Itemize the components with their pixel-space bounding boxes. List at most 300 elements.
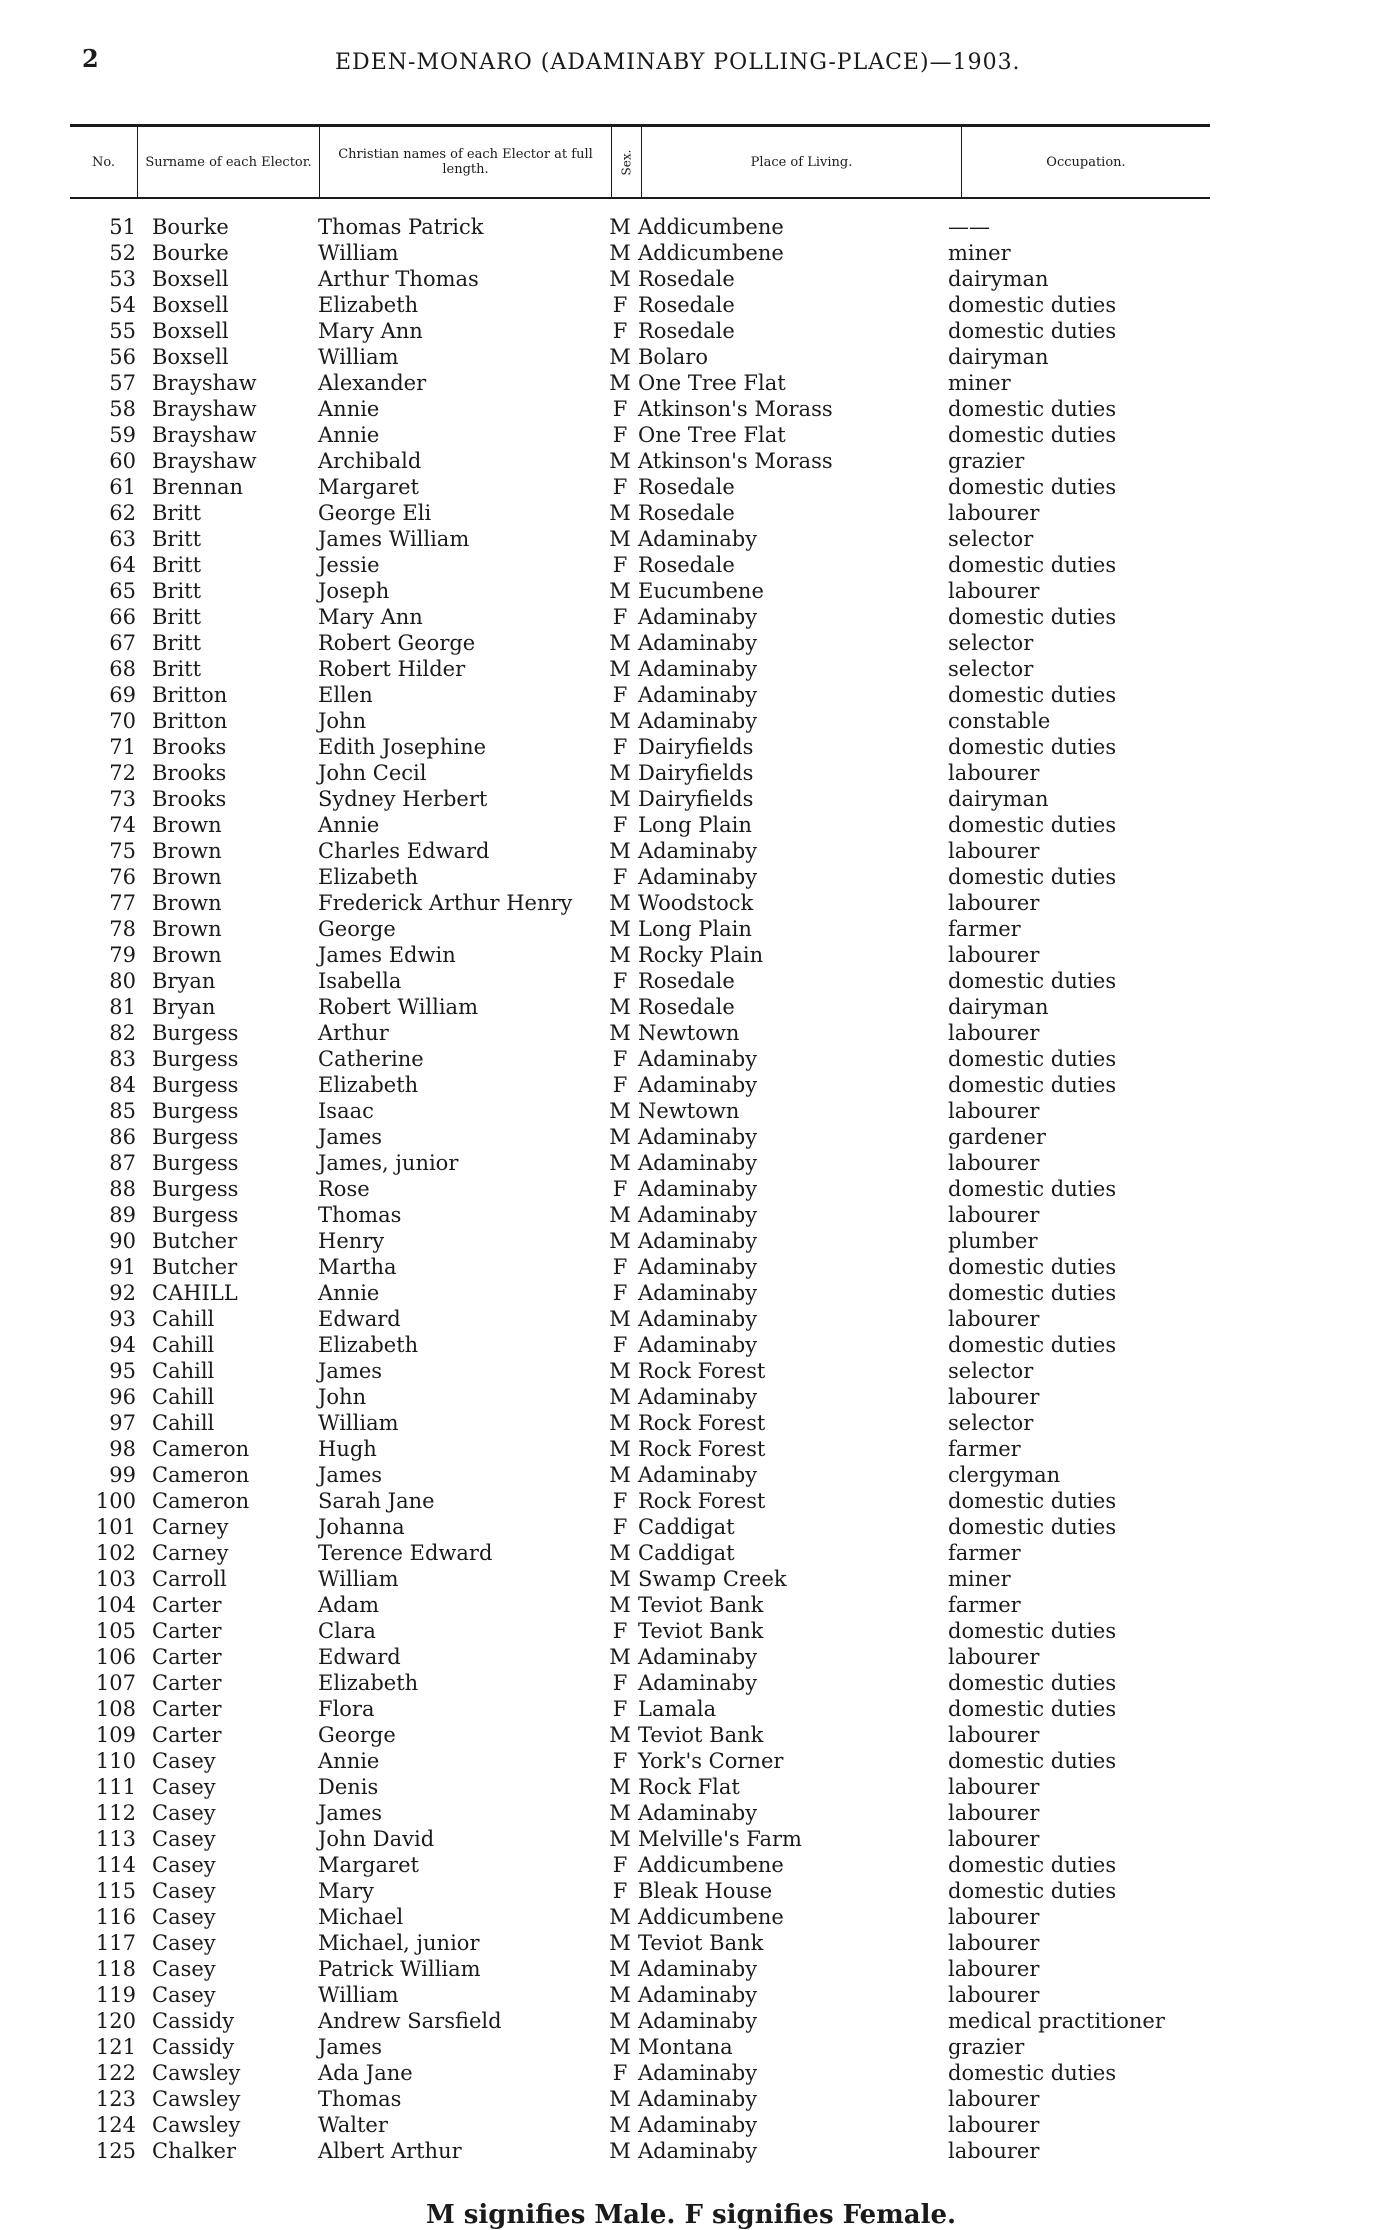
- elector-number: 74: [109, 813, 136, 837]
- elector-row: [70, 344, 1230, 370]
- elector-surname: Cahill: [152, 1333, 215, 1357]
- elector-number: 113: [95, 1827, 136, 1851]
- elector-place-of-living: Adaminaby: [638, 657, 758, 681]
- elector-surname: Brown: [152, 943, 222, 967]
- elector-occupation: labourer: [948, 1307, 1040, 1331]
- elector-occupation: plumber: [948, 1229, 1038, 1253]
- elector-sex: M: [609, 1775, 631, 1799]
- elector-row: [70, 1956, 1230, 1982]
- elector-christian-names: Sydney Herbert: [318, 787, 488, 811]
- elector-place-of-living: Adaminaby: [638, 1229, 758, 1253]
- elector-occupation: domestic duties: [948, 1489, 1117, 1513]
- elector-place-of-living: York's Corner: [638, 1749, 784, 1773]
- elector-occupation: labourer: [948, 1827, 1040, 1851]
- elector-surname: Boxsell: [152, 267, 229, 291]
- elector-surname: Brown: [152, 865, 222, 889]
- elector-place-of-living: Woodstock: [638, 891, 754, 915]
- elector-place-of-living: Adaminaby: [638, 1125, 758, 1149]
- elector-place-of-living: Lamala: [638, 1697, 717, 1721]
- column-header-surname: Surname of each Elector.: [138, 127, 320, 197]
- elector-place-of-living: Adaminaby: [638, 1957, 758, 1981]
- elector-place-of-living: Adaminaby: [638, 1645, 758, 1669]
- elector-christian-names: Jessie: [318, 553, 380, 577]
- elector-surname: Britt: [152, 657, 202, 681]
- elector-christian-names: Joseph: [318, 579, 390, 603]
- elector-christian-names: Denis: [318, 1775, 379, 1799]
- elector-place-of-living: Adaminaby: [638, 2061, 758, 2085]
- elector-occupation: domestic duties: [948, 1281, 1117, 1305]
- elector-surname: Cameron: [152, 1437, 250, 1461]
- elector-occupation: domestic duties: [948, 605, 1117, 629]
- elector-place-of-living: Addicumbene: [638, 1853, 784, 1877]
- elector-occupation: domestic duties: [948, 1047, 1117, 1071]
- elector-christian-names: James William: [318, 527, 470, 551]
- elector-surname: Bourke: [152, 241, 229, 265]
- elector-place-of-living: One Tree Flat: [638, 371, 786, 395]
- elector-place-of-living: Adaminaby: [638, 1983, 758, 2007]
- elector-sex: F: [612, 293, 628, 317]
- elector-christian-names: Annie: [318, 1281, 380, 1305]
- elector-surname: Britt: [152, 579, 202, 603]
- elector-place-of-living: Caddigat: [638, 1541, 735, 1565]
- elector-occupation: labourer: [948, 891, 1040, 915]
- elector-christian-names: Edith Josephine: [318, 735, 487, 759]
- elector-number: 109: [95, 1723, 136, 1747]
- elector-sex: M: [609, 345, 631, 369]
- elector-occupation: constable: [948, 709, 1051, 733]
- elector-sex: F: [612, 1047, 628, 1071]
- elector-sex: M: [609, 839, 631, 863]
- elector-occupation: domestic duties: [948, 735, 1117, 759]
- elector-surname: Brown: [152, 839, 222, 863]
- elector-surname: Cahill: [152, 1411, 215, 1435]
- elector-sex: M: [609, 241, 631, 265]
- elector-christian-names: Henry: [318, 1229, 385, 1253]
- elector-list: [70, 214, 1230, 2164]
- elector-occupation: medical practitioner: [948, 2009, 1165, 2033]
- elector-row: [70, 1722, 1230, 1748]
- elector-row: [70, 1098, 1230, 1124]
- elector-place-of-living: Atkinson's Morass: [638, 397, 833, 421]
- elector-surname: Carroll: [152, 1567, 227, 1591]
- elector-number: 89: [109, 1203, 136, 1227]
- elector-christian-names: John Cecil: [318, 761, 427, 785]
- elector-number: 105: [95, 1619, 136, 1643]
- elector-sex: F: [612, 319, 628, 343]
- elector-surname: Boxsell: [152, 345, 229, 369]
- elector-place-of-living: Adaminaby: [638, 1177, 758, 1201]
- elector-surname: Cameron: [152, 1489, 250, 1513]
- elector-sex: F: [612, 2061, 628, 2085]
- elector-row: [70, 916, 1230, 942]
- elector-number: 58: [109, 397, 136, 421]
- elector-occupation: miner: [948, 371, 1011, 395]
- elector-place-of-living: Adaminaby: [638, 1281, 758, 1305]
- elector-surname: Britton: [152, 683, 228, 707]
- elector-row: [70, 2008, 1230, 2034]
- elector-row: [70, 1930, 1230, 1956]
- elector-occupation: labourer: [948, 1723, 1040, 1747]
- elector-christian-names: Martha: [318, 1255, 397, 1279]
- elector-row: [70, 2138, 1230, 2164]
- elector-surname: Casey: [152, 1931, 216, 1955]
- elector-place-of-living: Rosedale: [638, 995, 735, 1019]
- elector-sex: F: [612, 1515, 628, 1539]
- elector-row: [70, 552, 1230, 578]
- elector-sex: M: [609, 267, 631, 291]
- elector-number: 83: [109, 1047, 136, 1071]
- elector-place-of-living: Adaminaby: [638, 1333, 758, 1357]
- elector-row: [70, 1514, 1230, 1540]
- elector-sex: F: [612, 1619, 628, 1643]
- elector-place-of-living: Teviot Bank: [638, 1593, 764, 1617]
- elector-sex: M: [609, 657, 631, 681]
- elector-place-of-living: Adaminaby: [638, 1801, 758, 1825]
- elector-place-of-living: Addicumbene: [638, 215, 784, 239]
- elector-number: 120: [95, 2009, 136, 2033]
- elector-occupation: domestic duties: [948, 319, 1117, 343]
- elector-occupation: labourer: [948, 1021, 1040, 1045]
- elector-sex: F: [612, 1879, 628, 1903]
- elector-row: [70, 214, 1230, 240]
- elector-row: [70, 864, 1230, 890]
- elector-occupation: selector: [948, 631, 1034, 655]
- elector-sex: M: [609, 2139, 631, 2163]
- elector-sex: F: [612, 735, 628, 759]
- elector-occupation: labourer: [948, 1385, 1040, 1409]
- elector-number: 116: [95, 1905, 136, 1929]
- elector-row: [70, 890, 1230, 916]
- column-header-row: [70, 124, 1210, 199]
- elector-row: [70, 1410, 1230, 1436]
- elector-surname: Casey: [152, 1853, 216, 1877]
- elector-row: [70, 786, 1230, 812]
- elector-place-of-living: Rock Forest: [638, 1411, 766, 1435]
- elector-place-of-living: Newtown: [638, 1021, 740, 1045]
- elector-christian-names: John: [318, 1385, 367, 1409]
- elector-occupation: domestic duties: [948, 1333, 1117, 1357]
- elector-place-of-living: Addicumbene: [638, 241, 784, 265]
- elector-occupation: clergyman: [948, 1463, 1061, 1487]
- elector-row: [70, 1254, 1230, 1280]
- elector-occupation: selector: [948, 1359, 1034, 1383]
- elector-christian-names: James: [318, 1359, 383, 1383]
- elector-row: [70, 1306, 1230, 1332]
- elector-christian-names: George Eli: [318, 501, 432, 525]
- elector-christian-names: Michael: [318, 1905, 404, 1929]
- elector-place-of-living: Adaminaby: [638, 2139, 758, 2163]
- elector-surname: Cassidy: [152, 2009, 235, 2033]
- elector-row: [70, 1202, 1230, 1228]
- elector-row: [70, 2034, 1230, 2060]
- elector-christian-names: Annie: [318, 1749, 380, 1773]
- elector-christian-names: Johanna: [318, 1515, 405, 1539]
- elector-christian-names: Mary Ann: [318, 319, 423, 343]
- elector-occupation: dairyman: [948, 995, 1049, 1019]
- elector-place-of-living: One Tree Flat: [638, 423, 786, 447]
- elector-sex: M: [609, 1463, 631, 1487]
- elector-sex: F: [612, 1489, 628, 1513]
- elector-row: [70, 1228, 1230, 1254]
- elector-surname: Britt: [152, 631, 202, 655]
- elector-row: [70, 422, 1230, 448]
- elector-sex: F: [612, 1853, 628, 1877]
- elector-surname: Burgess: [152, 1125, 239, 1149]
- elector-sex: M: [609, 2035, 631, 2059]
- elector-christian-names: Isabella: [318, 969, 402, 993]
- elector-place-of-living: Swamp Creek: [638, 1567, 787, 1591]
- elector-surname: Casey: [152, 1957, 216, 1981]
- elector-occupation: ——: [948, 215, 990, 239]
- elector-surname: Carter: [152, 1723, 222, 1747]
- elector-place-of-living: Montana: [638, 2035, 733, 2059]
- elector-christian-names: James: [318, 1125, 383, 1149]
- elector-sex: M: [609, 1359, 631, 1383]
- elector-place-of-living: Adaminaby: [638, 1255, 758, 1279]
- elector-place-of-living: Rock Forest: [638, 1437, 766, 1461]
- elector-christian-names: Michael, junior: [318, 1931, 480, 1955]
- elector-surname: Brayshaw: [152, 397, 257, 421]
- elector-sex: M: [609, 1801, 631, 1825]
- elector-sex: M: [609, 1021, 631, 1045]
- elector-occupation: miner: [948, 1567, 1011, 1591]
- elector-number: 65: [109, 579, 136, 603]
- elector-surname: Carter: [152, 1645, 222, 1669]
- elector-occupation: domestic duties: [948, 813, 1117, 837]
- elector-row: [70, 1748, 1230, 1774]
- elector-occupation: domestic duties: [948, 1619, 1117, 1643]
- elector-place-of-living: Rocky Plain: [638, 943, 764, 967]
- elector-occupation: domestic duties: [948, 1177, 1117, 1201]
- elector-number: 60: [109, 449, 136, 473]
- elector-surname: Carter: [152, 1593, 222, 1617]
- elector-occupation: labourer: [948, 1957, 1040, 1981]
- elector-surname: Casey: [152, 1801, 216, 1825]
- elector-row: [70, 1982, 1230, 2008]
- elector-number: 99: [109, 1463, 136, 1487]
- elector-row: [70, 994, 1230, 1020]
- elector-row: [70, 1462, 1230, 1488]
- elector-row: [70, 1696, 1230, 1722]
- elector-number: 57: [109, 371, 136, 395]
- elector-row: [70, 630, 1230, 656]
- elector-christian-names: James: [318, 1801, 383, 1825]
- elector-christian-names: William: [318, 1983, 399, 2007]
- elector-christian-names: Thomas Patrick: [318, 215, 484, 239]
- elector-occupation: miner: [948, 241, 1011, 265]
- elector-place-of-living: Addicumbene: [638, 1905, 784, 1929]
- elector-christian-names: George: [318, 1723, 396, 1747]
- elector-number: 76: [109, 865, 136, 889]
- elector-occupation: domestic duties: [948, 1749, 1117, 1773]
- elector-sex: F: [612, 397, 628, 421]
- elector-place-of-living: Teviot Bank: [638, 1931, 764, 1955]
- elector-place-of-living: Adaminaby: [638, 683, 758, 707]
- elector-sex: M: [609, 1567, 631, 1591]
- elector-christian-names: Margaret: [318, 1853, 419, 1877]
- elector-surname: Cahill: [152, 1307, 215, 1331]
- elector-occupation: domestic duties: [948, 969, 1117, 993]
- elector-number: 61: [109, 475, 136, 499]
- elector-number: 55: [109, 319, 136, 343]
- elector-surname: Butcher: [152, 1255, 238, 1279]
- elector-number: 121: [95, 2035, 136, 2059]
- elector-occupation: domestic duties: [948, 1879, 1117, 1903]
- elector-row: [70, 1150, 1230, 1176]
- elector-row: [70, 1124, 1230, 1150]
- elector-row: [70, 318, 1230, 344]
- elector-row: [70, 240, 1230, 266]
- elector-place-of-living: Long Plain: [638, 917, 752, 941]
- elector-christian-names: William: [318, 345, 399, 369]
- elector-number: 108: [95, 1697, 136, 1721]
- elector-sex: F: [612, 969, 628, 993]
- elector-surname: Brennan: [152, 475, 243, 499]
- elector-sex: M: [609, 1541, 631, 1565]
- elector-sex: M: [609, 1905, 631, 1929]
- elector-number: 110: [95, 1749, 136, 1773]
- elector-row: [70, 1358, 1230, 1384]
- elector-occupation: domestic duties: [948, 1073, 1117, 1097]
- elector-place-of-living: Eucumbene: [638, 579, 764, 603]
- elector-row: [70, 1566, 1230, 1592]
- elector-place-of-living: Adaminaby: [638, 709, 758, 733]
- elector-number: 115: [95, 1879, 136, 1903]
- elector-row: [70, 1644, 1230, 1670]
- elector-occupation: farmer: [948, 1437, 1021, 1461]
- elector-surname: Butcher: [152, 1229, 238, 1253]
- elector-place-of-living: Adaminaby: [638, 839, 758, 863]
- elector-number: 68: [109, 657, 136, 681]
- elector-christian-names: Alexander: [318, 371, 427, 395]
- elector-surname: Chalker: [152, 2139, 237, 2163]
- elector-occupation: labourer: [948, 1905, 1040, 1929]
- elector-surname: Cahill: [152, 1359, 215, 1383]
- elector-surname: Bryan: [152, 969, 216, 993]
- elector-row: [70, 682, 1230, 708]
- elector-surname: Brooks: [152, 761, 227, 785]
- elector-christian-names: James: [318, 2035, 383, 2059]
- elector-row: [70, 1618, 1230, 1644]
- elector-occupation: farmer: [948, 917, 1021, 941]
- elector-number: 75: [109, 839, 136, 863]
- elector-christian-names: Mary Ann: [318, 605, 423, 629]
- elector-christian-names: William: [318, 241, 399, 265]
- elector-christian-names: Andrew Sarsfield: [318, 2009, 502, 2033]
- elector-surname: Bryan: [152, 995, 216, 1019]
- elector-number: 94: [109, 1333, 136, 1357]
- elector-sex: M: [609, 1983, 631, 2007]
- elector-sex: M: [609, 1203, 631, 1227]
- elector-row: [70, 656, 1230, 682]
- elector-christian-names: James, junior: [318, 1151, 459, 1175]
- elector-number: 72: [109, 761, 136, 785]
- elector-occupation: labourer: [948, 1203, 1040, 1227]
- elector-christian-names: Elizabeth: [318, 1671, 419, 1695]
- elector-christian-names: James Edwin: [318, 943, 456, 967]
- column-header-no: No.: [70, 127, 138, 197]
- elector-surname: Casey: [152, 1983, 216, 2007]
- elector-occupation: labourer: [948, 2087, 1040, 2111]
- elector-christian-names: Archibald: [318, 449, 422, 473]
- elector-row: [70, 812, 1230, 838]
- elector-sex: F: [612, 1671, 628, 1695]
- elector-number: 123: [95, 2087, 136, 2111]
- elector-place-of-living: Rock Flat: [638, 1775, 740, 1799]
- elector-sex: M: [609, 501, 631, 525]
- elector-number: 90: [109, 1229, 136, 1253]
- elector-sex: M: [609, 787, 631, 811]
- elector-occupation: domestic duties: [948, 293, 1117, 317]
- elector-place-of-living: Rosedale: [638, 319, 735, 343]
- elector-occupation: dairyman: [948, 267, 1049, 291]
- elector-place-of-living: Long Plain: [638, 813, 752, 837]
- elector-surname: Brayshaw: [152, 423, 257, 447]
- elector-sex: M: [609, 709, 631, 733]
- elector-number: 81: [109, 995, 136, 1019]
- elector-occupation: domestic duties: [948, 1515, 1117, 1539]
- elector-place-of-living: Bleak House: [638, 1879, 773, 1903]
- elector-christian-names: Charles Edward: [318, 839, 490, 863]
- elector-occupation: grazier: [948, 2035, 1025, 2059]
- elector-number: 92: [109, 1281, 136, 1305]
- elector-sex: F: [612, 813, 628, 837]
- elector-number: 95: [109, 1359, 136, 1383]
- elector-sex: F: [612, 1255, 628, 1279]
- elector-sex: F: [612, 1333, 628, 1357]
- elector-occupation: labourer: [948, 2113, 1040, 2137]
- elector-row: [70, 370, 1230, 396]
- elector-place-of-living: Rosedale: [638, 475, 735, 499]
- elector-sex: M: [609, 995, 631, 1019]
- elector-sex: F: [612, 1177, 628, 1201]
- elector-christian-names: Annie: [318, 813, 380, 837]
- elector-number: 93: [109, 1307, 136, 1331]
- elector-surname: Burgess: [152, 1021, 239, 1045]
- elector-christian-names: Ellen: [318, 683, 373, 707]
- elector-place-of-living: Adaminaby: [638, 631, 758, 655]
- elector-number: 104: [95, 1593, 136, 1617]
- elector-place-of-living: Adaminaby: [638, 865, 758, 889]
- elector-row: [70, 1878, 1230, 1904]
- elector-christian-names: Elizabeth: [318, 1073, 419, 1097]
- elector-occupation: domestic duties: [948, 865, 1117, 889]
- elector-sex: F: [612, 475, 628, 499]
- elector-surname: Britt: [152, 605, 202, 629]
- elector-number: 53: [109, 267, 136, 291]
- elector-place-of-living: Rosedale: [638, 501, 735, 525]
- elector-row: [70, 2086, 1230, 2112]
- elector-place-of-living: Adaminaby: [638, 2113, 758, 2137]
- elector-number: 80: [109, 969, 136, 993]
- elector-occupation: dairyman: [948, 345, 1049, 369]
- elector-number: 112: [95, 1801, 136, 1825]
- elector-surname: Brown: [152, 917, 222, 941]
- elector-christian-names: Elizabeth: [318, 1333, 419, 1357]
- elector-christian-names: Margaret: [318, 475, 419, 499]
- elector-sex: M: [609, 2087, 631, 2111]
- elector-number: 88: [109, 1177, 136, 1201]
- elector-sex: M: [609, 215, 631, 239]
- column-header-sex-label: Sex.: [619, 149, 633, 175]
- elector-occupation: farmer: [948, 1593, 1021, 1617]
- elector-place-of-living: Teviot Bank: [638, 1619, 764, 1643]
- elector-christian-names: John: [318, 709, 367, 733]
- elector-sex: M: [609, 1593, 631, 1617]
- elector-sex: M: [609, 1229, 631, 1253]
- elector-row: [70, 708, 1230, 734]
- elector-surname: Burgess: [152, 1203, 239, 1227]
